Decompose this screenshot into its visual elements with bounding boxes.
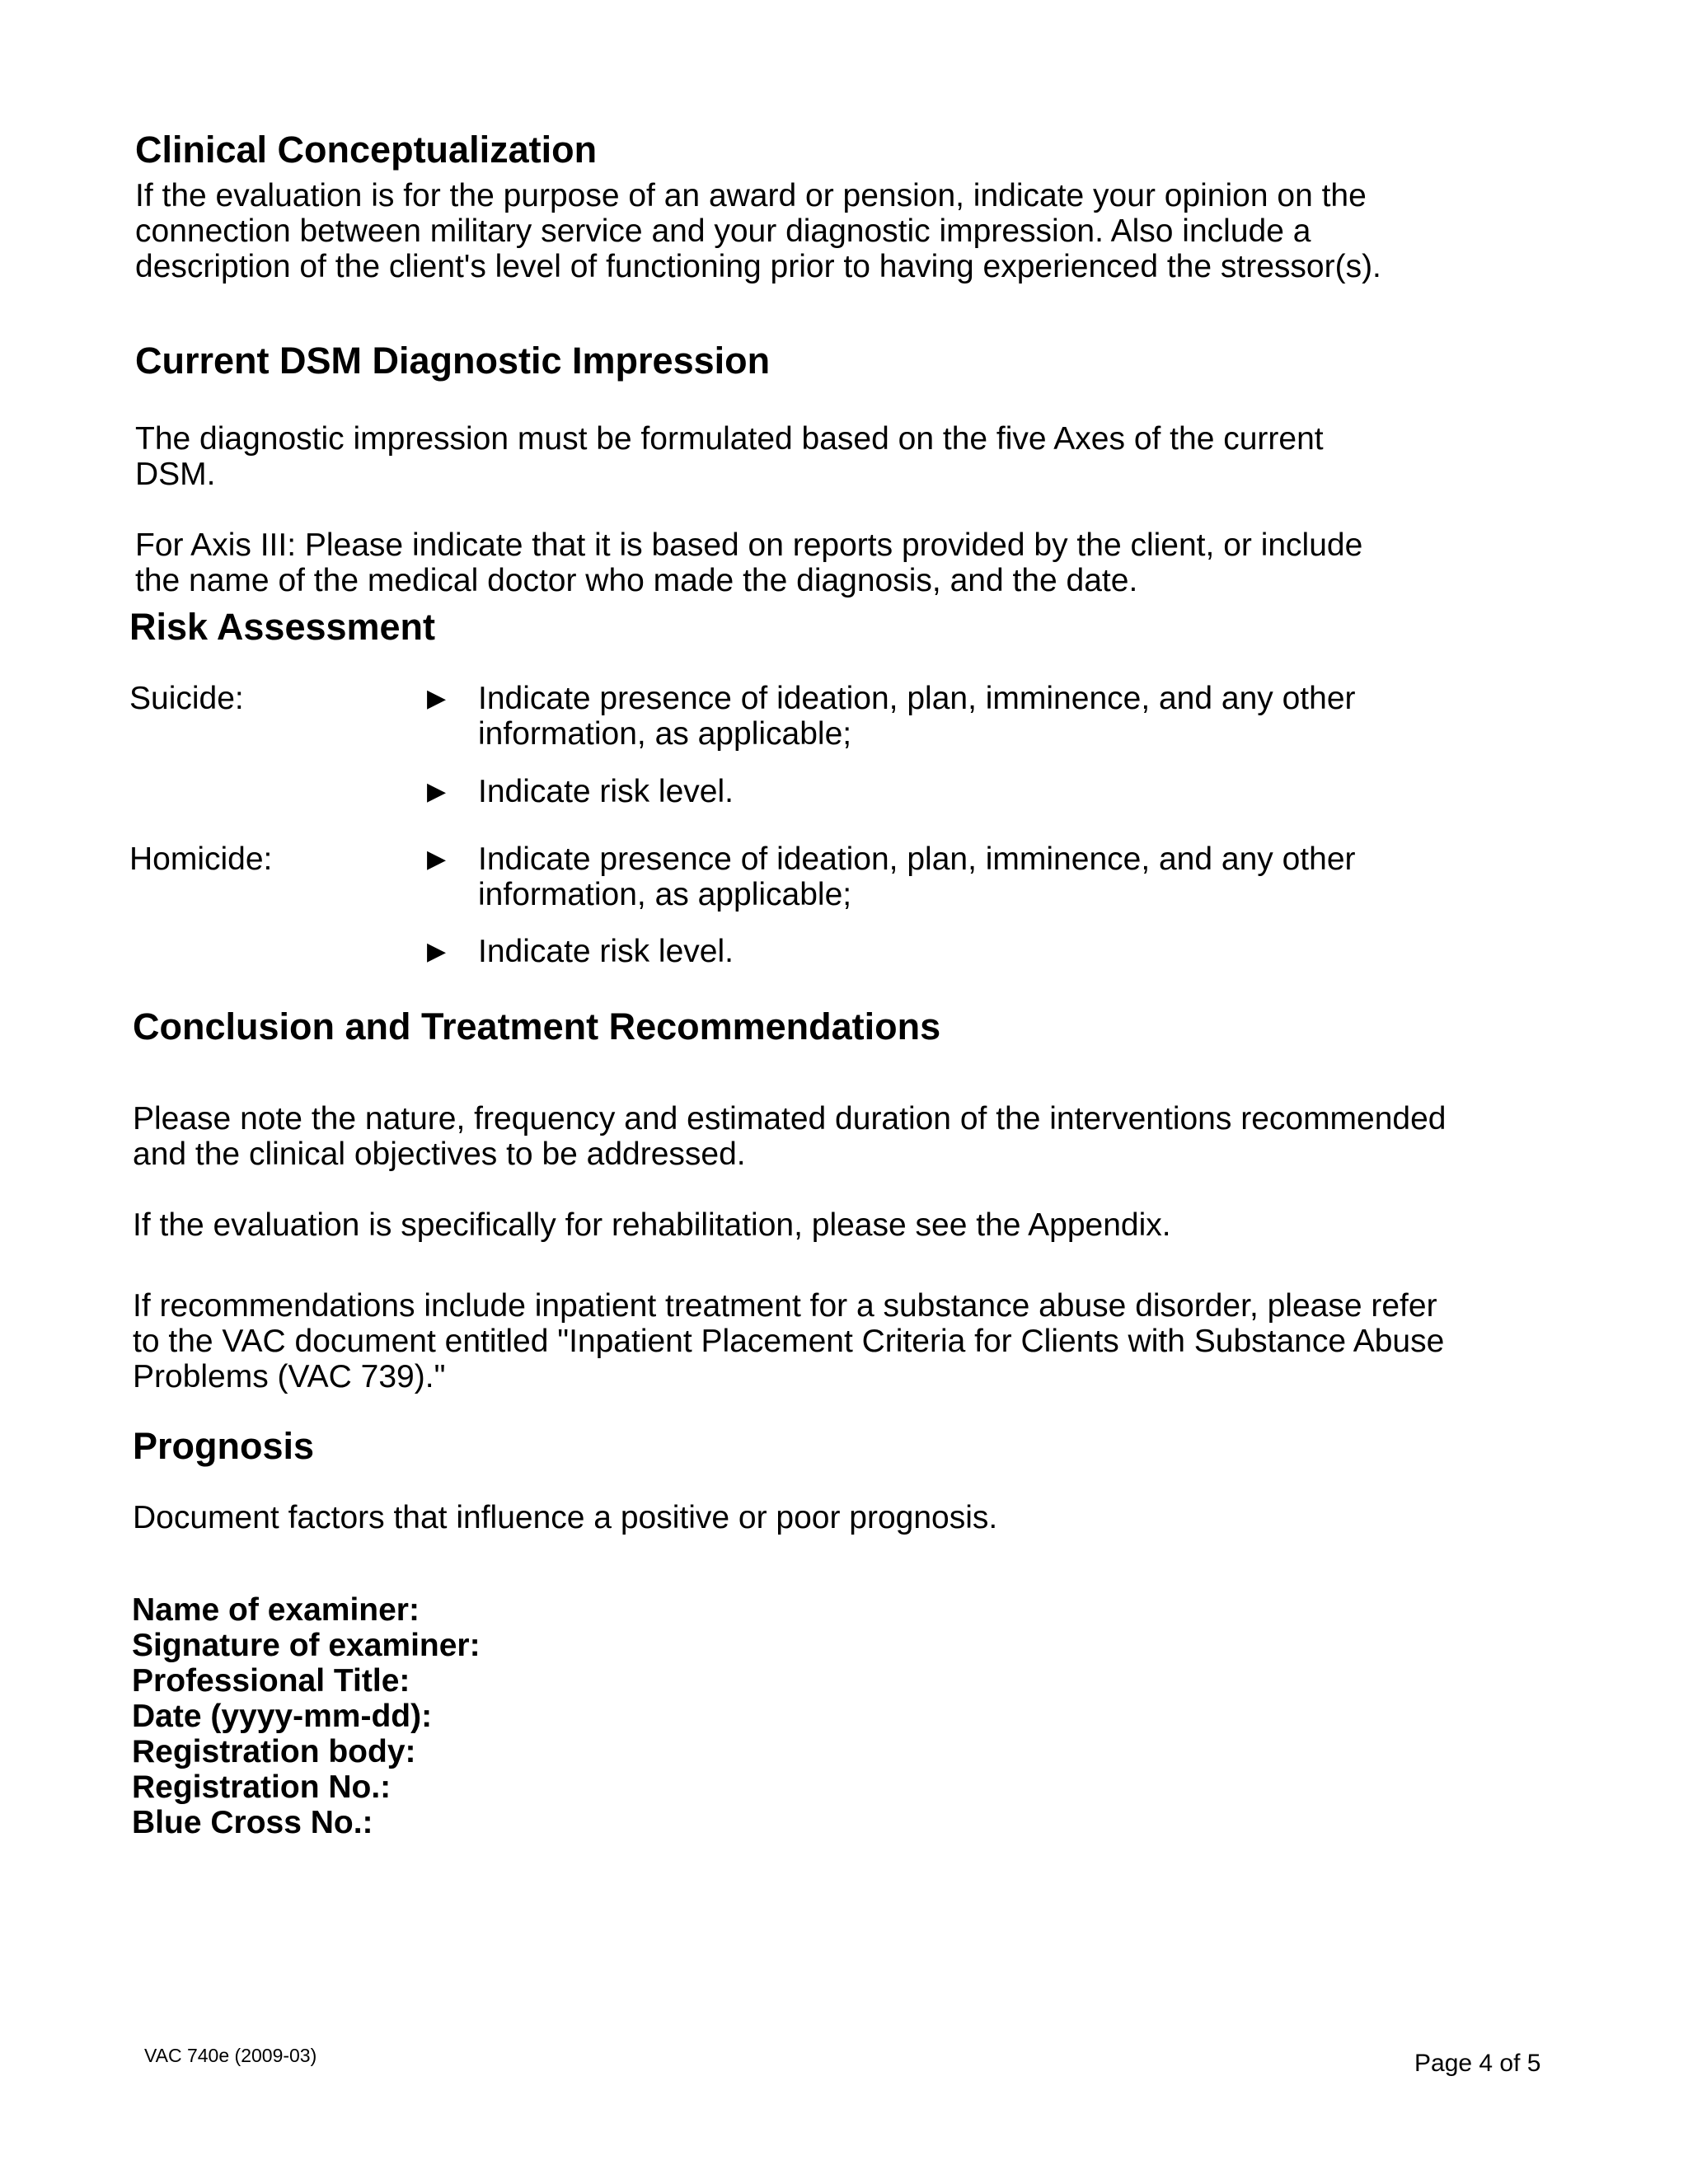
professional-title-label: Professional Title: xyxy=(132,1663,410,1699)
registration-body-label: Registration body: xyxy=(132,1734,416,1769)
bullet-arrow-icon: ▶ xyxy=(427,685,447,712)
homicide-item-1: Indicate presence of ideation, plan, imminence, and any other information, as applicable; xyxy=(478,841,1356,912)
page-number: Page 4 of 5 xyxy=(1414,2050,1541,2077)
conclusion-paragraph-1: Please note the nature, frequency and estimated duration of the interventions recommended and the clinical objectives to be addressed. xyxy=(133,1101,1447,1172)
signature-block xyxy=(132,1592,481,1840)
conclusion-heading: Conclusion and Treatment Recommendations xyxy=(133,1005,941,1047)
bullet-arrow-icon: ▶ xyxy=(427,938,447,965)
suicide-item-1: Indicate presence of ideation, plan, imminence, and any other information, as applicable; xyxy=(478,681,1356,752)
form-identifier: VAC 740e (2009-03) xyxy=(144,2045,317,2066)
bullet-arrow-icon: ▶ xyxy=(427,778,447,805)
registration-number-label: Registration No.: xyxy=(132,1769,392,1805)
date-label: Date (yyyy-mm-dd): xyxy=(132,1699,433,1734)
examiner-name-label: Name of examiner: xyxy=(132,1592,420,1628)
prognosis-heading: Prognosis xyxy=(133,1425,315,1467)
clinical-text: If the evaluation is for the purpose of an award or pension, indicate your opinion on the connection between military service and your diagnostic impression. Also include a description of the client's level of functioning prior to having experienced the stressor(s). xyxy=(135,178,1381,284)
prognosis-text: Document factors that influence a positive or poor prognosis. xyxy=(133,1500,998,1535)
suicide-item-2: Indicate risk level. xyxy=(478,774,734,809)
homicide-label: Homicide: xyxy=(129,841,273,877)
blue-cross-number-label: Blue Cross No.: xyxy=(132,1805,373,1840)
risk-heading: Risk Assessment xyxy=(129,606,436,648)
homicide-item-2: Indicate risk level. xyxy=(478,934,734,969)
conclusion-paragraph-3: If recommendations include inpatient treatment for a substance abuse disorder, please refer to the VAC document entitled "Inpatient Placement Criteria for Clients with Substance Abuse Problems (VAC 739)." xyxy=(133,1288,1445,1394)
bullet-arrow-icon: ▶ xyxy=(427,846,447,873)
clinical-heading: Clinical Conceptualization xyxy=(135,129,598,171)
suicide-label: Suicide: xyxy=(129,681,244,716)
conclusion-paragraph-2: If the evaluation is specifically for rehabilitation, please see the Appendix. xyxy=(133,1207,1171,1243)
dsm-paragraph-1: The diagnostic impression must be formulated based on the five Axes of the current DSM. xyxy=(135,421,1324,492)
dsm-heading: Current DSM Diagnostic Impression xyxy=(135,340,771,382)
dsm-paragraph-2: For Axis III: Please indicate that it is based on reports provided by the client, or include the name of the medical doctor who made the diagnosis, and the date. xyxy=(135,527,1363,598)
examiner-signature-label: Signature of examiner: xyxy=(132,1628,481,1663)
